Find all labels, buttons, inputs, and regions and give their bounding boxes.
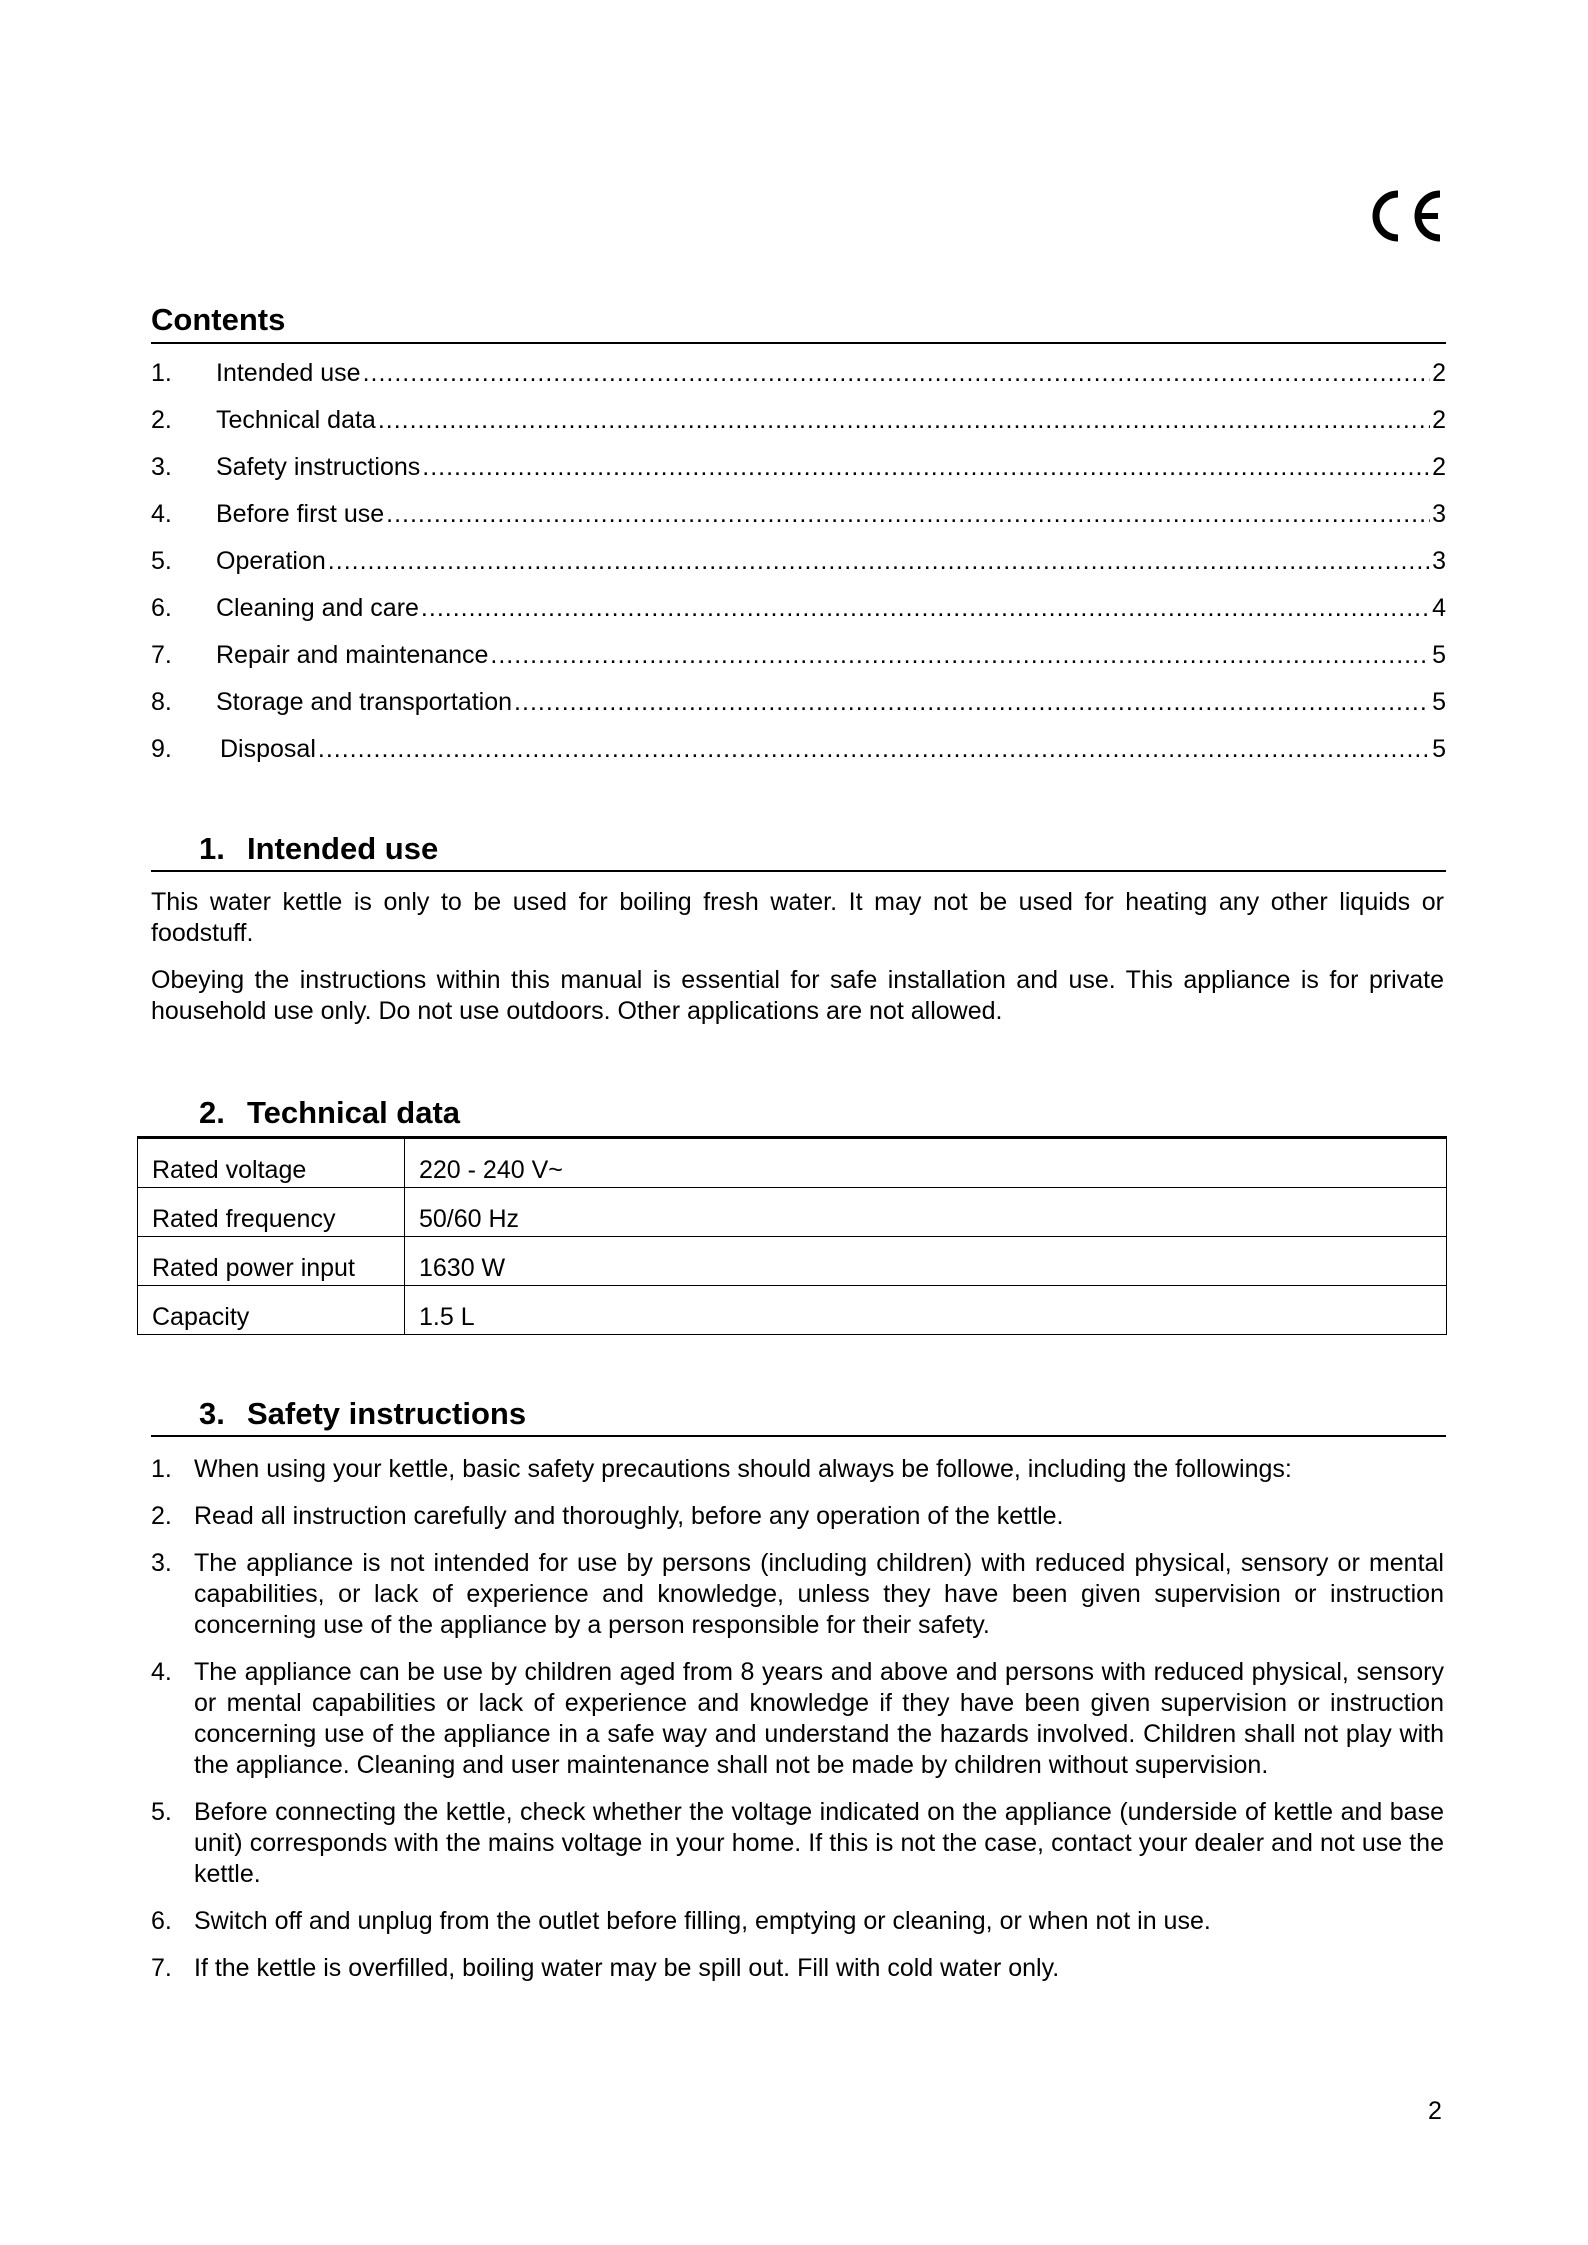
list-item: [151, 1548, 1444, 1641]
toc-entry[interactable]: [151, 358, 1446, 405]
list-item: [151, 1454, 1444, 1485]
section-number: 3.: [199, 1396, 225, 1431]
spec-label: Rated voltage: [138, 1138, 405, 1188]
list-item-text: Before connecting the kettle, check whether the voltage indicated on the appliance (underside of kettle and base unit) corresponds with the mains voltage in your home. If this is not the case, contact your dealer and not use the kettle.: [194, 1798, 1444, 1888]
toc-entry[interactable]: [151, 687, 1446, 734]
list-item: [151, 1906, 1444, 1937]
list-item-text: When using your kettle, basic safety precautions should always be followe, including the followings:: [194, 1455, 1292, 1483]
list-item-number: 1.: [151, 1455, 172, 1483]
toc-entry-title: Safety instructions: [216, 453, 421, 481]
list-item-text: The appliance is not intended for use by persons (including children) with reduced physical, sensory or mental capabilities, or lack of experience and knowledge, unless they have been given supervision or instruction concerning use of the appliance by a person responsible for their safety.: [194, 1549, 1444, 1639]
technical-data-table: [137, 1136, 1447, 1335]
toc-entry-number: 7.: [151, 641, 172, 669]
spec-label: Rated frequency: [138, 1188, 405, 1237]
toc-leader-dots: [328, 546, 1430, 576]
toc-entry[interactable]: [151, 405, 1446, 452]
list-item-number: 2.: [151, 1502, 172, 1530]
toc-entry-number: 3.: [151, 453, 172, 481]
page-number: 2: [1428, 2097, 1442, 2125]
list-item-text: If the kettle is overfilled, boiling water may be spill out. Fill with cold water only.: [194, 1954, 1060, 1982]
spec-value: 50/60 Hz: [405, 1188, 1447, 1237]
list-item: [151, 1657, 1444, 1781]
toc-leader-dots: [386, 499, 1430, 529]
toc-entry-page: 3: [1432, 547, 1446, 575]
spec-value: 1630 W: [405, 1237, 1447, 1286]
toc-entry-number: 1.: [151, 359, 172, 387]
toc-leader-dots: [421, 593, 1430, 623]
section-title: Technical data: [247, 1095, 461, 1130]
list-item-text: Switch off and unplug from the outlet before filling, emptying or cleaning, or when not in use.: [194, 1907, 1211, 1935]
list-item-text: The appliance can be use by children aged from 8 years and above and persons with reduced physical, sensory or mental capabilities or lack of experience and knowledge if they have been given supervision or instruction concerning use of the appliance in a safe way and understand the hazards involved. Children shall not play with the appliance. Cleaning and user maintenance shall not be made by children without supervision.: [194, 1658, 1444, 1779]
toc-entry[interactable]: [151, 734, 1446, 781]
list-item-number: 5.: [151, 1798, 172, 1826]
toc-entry-number: 4.: [151, 500, 172, 528]
toc-entry-title: Operation: [216, 547, 326, 575]
list-item-number: 4.: [151, 1658, 172, 1686]
toc-entry-title: Cleaning and care: [216, 594, 419, 622]
contents-heading: Contents: [151, 300, 1446, 344]
toc-entry[interactable]: [151, 452, 1446, 499]
toc-entry-page: 5: [1432, 641, 1446, 669]
intended-use-paragraph: Obeying the instructions within this manual is essential for safe installation and use. This appliance is for private household use only. Do not use outdoors. Other applications are not allowed.: [151, 966, 1444, 1025]
toc-entry-page: 4: [1432, 594, 1446, 622]
section-heading-intended-use: [151, 829, 1446, 872]
toc-entry-title: Disposal: [220, 735, 316, 763]
spec-label: Capacity: [138, 1286, 405, 1335]
toc-entry-page: 2: [1432, 359, 1446, 387]
spec-value: 1.5 L: [405, 1286, 1447, 1335]
table-row: [138, 1237, 1447, 1286]
list-item-number: 7.: [151, 1954, 172, 1982]
toc-leader-dots: [363, 358, 1431, 388]
section-title: Intended use: [247, 831, 439, 866]
toc-entry-number: 2.: [151, 406, 172, 434]
toc-entry-page: 5: [1432, 735, 1446, 763]
toc-leader-dots: [378, 405, 1430, 435]
toc-entry-page: 2: [1432, 453, 1446, 481]
spec-label: Rated power input: [138, 1237, 405, 1286]
toc-entry-page: 2: [1432, 406, 1446, 434]
toc-entry-number: 8.: [151, 688, 172, 716]
toc-entry-number: 6.: [151, 594, 172, 622]
toc-entry-title: Before first use: [216, 500, 385, 528]
table-row: [138, 1188, 1447, 1237]
toc-leader-dots: [422, 452, 1430, 482]
intended-use-paragraph: This water kettle is only to be used for boiling fresh water. It may not be used for heating any other liquids or foodstuff.: [151, 888, 1444, 947]
toc-entry[interactable]: [151, 546, 1446, 593]
list-item: [151, 1797, 1444, 1890]
spec-value: 220 - 240 V~: [405, 1138, 1447, 1188]
toc-entry-title: Intended use: [216, 359, 361, 387]
toc-entry-number: 5.: [151, 547, 172, 575]
toc-entry-title: Technical data: [216, 406, 376, 434]
section-number: 2.: [199, 1095, 225, 1130]
toc-entry[interactable]: [151, 593, 1446, 640]
toc-entry-page: 3: [1432, 500, 1446, 528]
toc-entry[interactable]: [151, 640, 1446, 687]
list-item: [151, 1953, 1444, 1984]
table-of-contents: [151, 358, 1446, 781]
table-row: [138, 1138, 1447, 1188]
toc-entry-title: Repair and maintenance: [216, 641, 489, 669]
safety-instructions-list: [151, 1454, 1444, 2000]
toc-leader-dots: [490, 640, 1430, 670]
list-item-number: 6.: [151, 1907, 172, 1935]
toc-entry-title: Storage and transportation: [216, 688, 513, 716]
section-title: Safety instructions: [247, 1396, 527, 1431]
section-heading-safety-instructions: [151, 1394, 1446, 1437]
list-item-text: Read all instruction carefully and thoroughly, before any operation of the kettle.: [194, 1502, 1064, 1530]
toc-entry[interactable]: [151, 499, 1446, 546]
ce-mark-icon: [1368, 188, 1448, 244]
toc-leader-dots: [514, 687, 1430, 717]
list-item-number: 3.: [151, 1549, 172, 1577]
section-heading-technical-data: [151, 1093, 1446, 1134]
section-number: 1.: [199, 831, 225, 866]
list-item: [151, 1501, 1444, 1532]
toc-entry-page: 5: [1432, 688, 1446, 716]
toc-entry-number: 9.: [151, 735, 172, 763]
table-row: [138, 1286, 1447, 1335]
toc-leader-dots: [318, 734, 1430, 764]
